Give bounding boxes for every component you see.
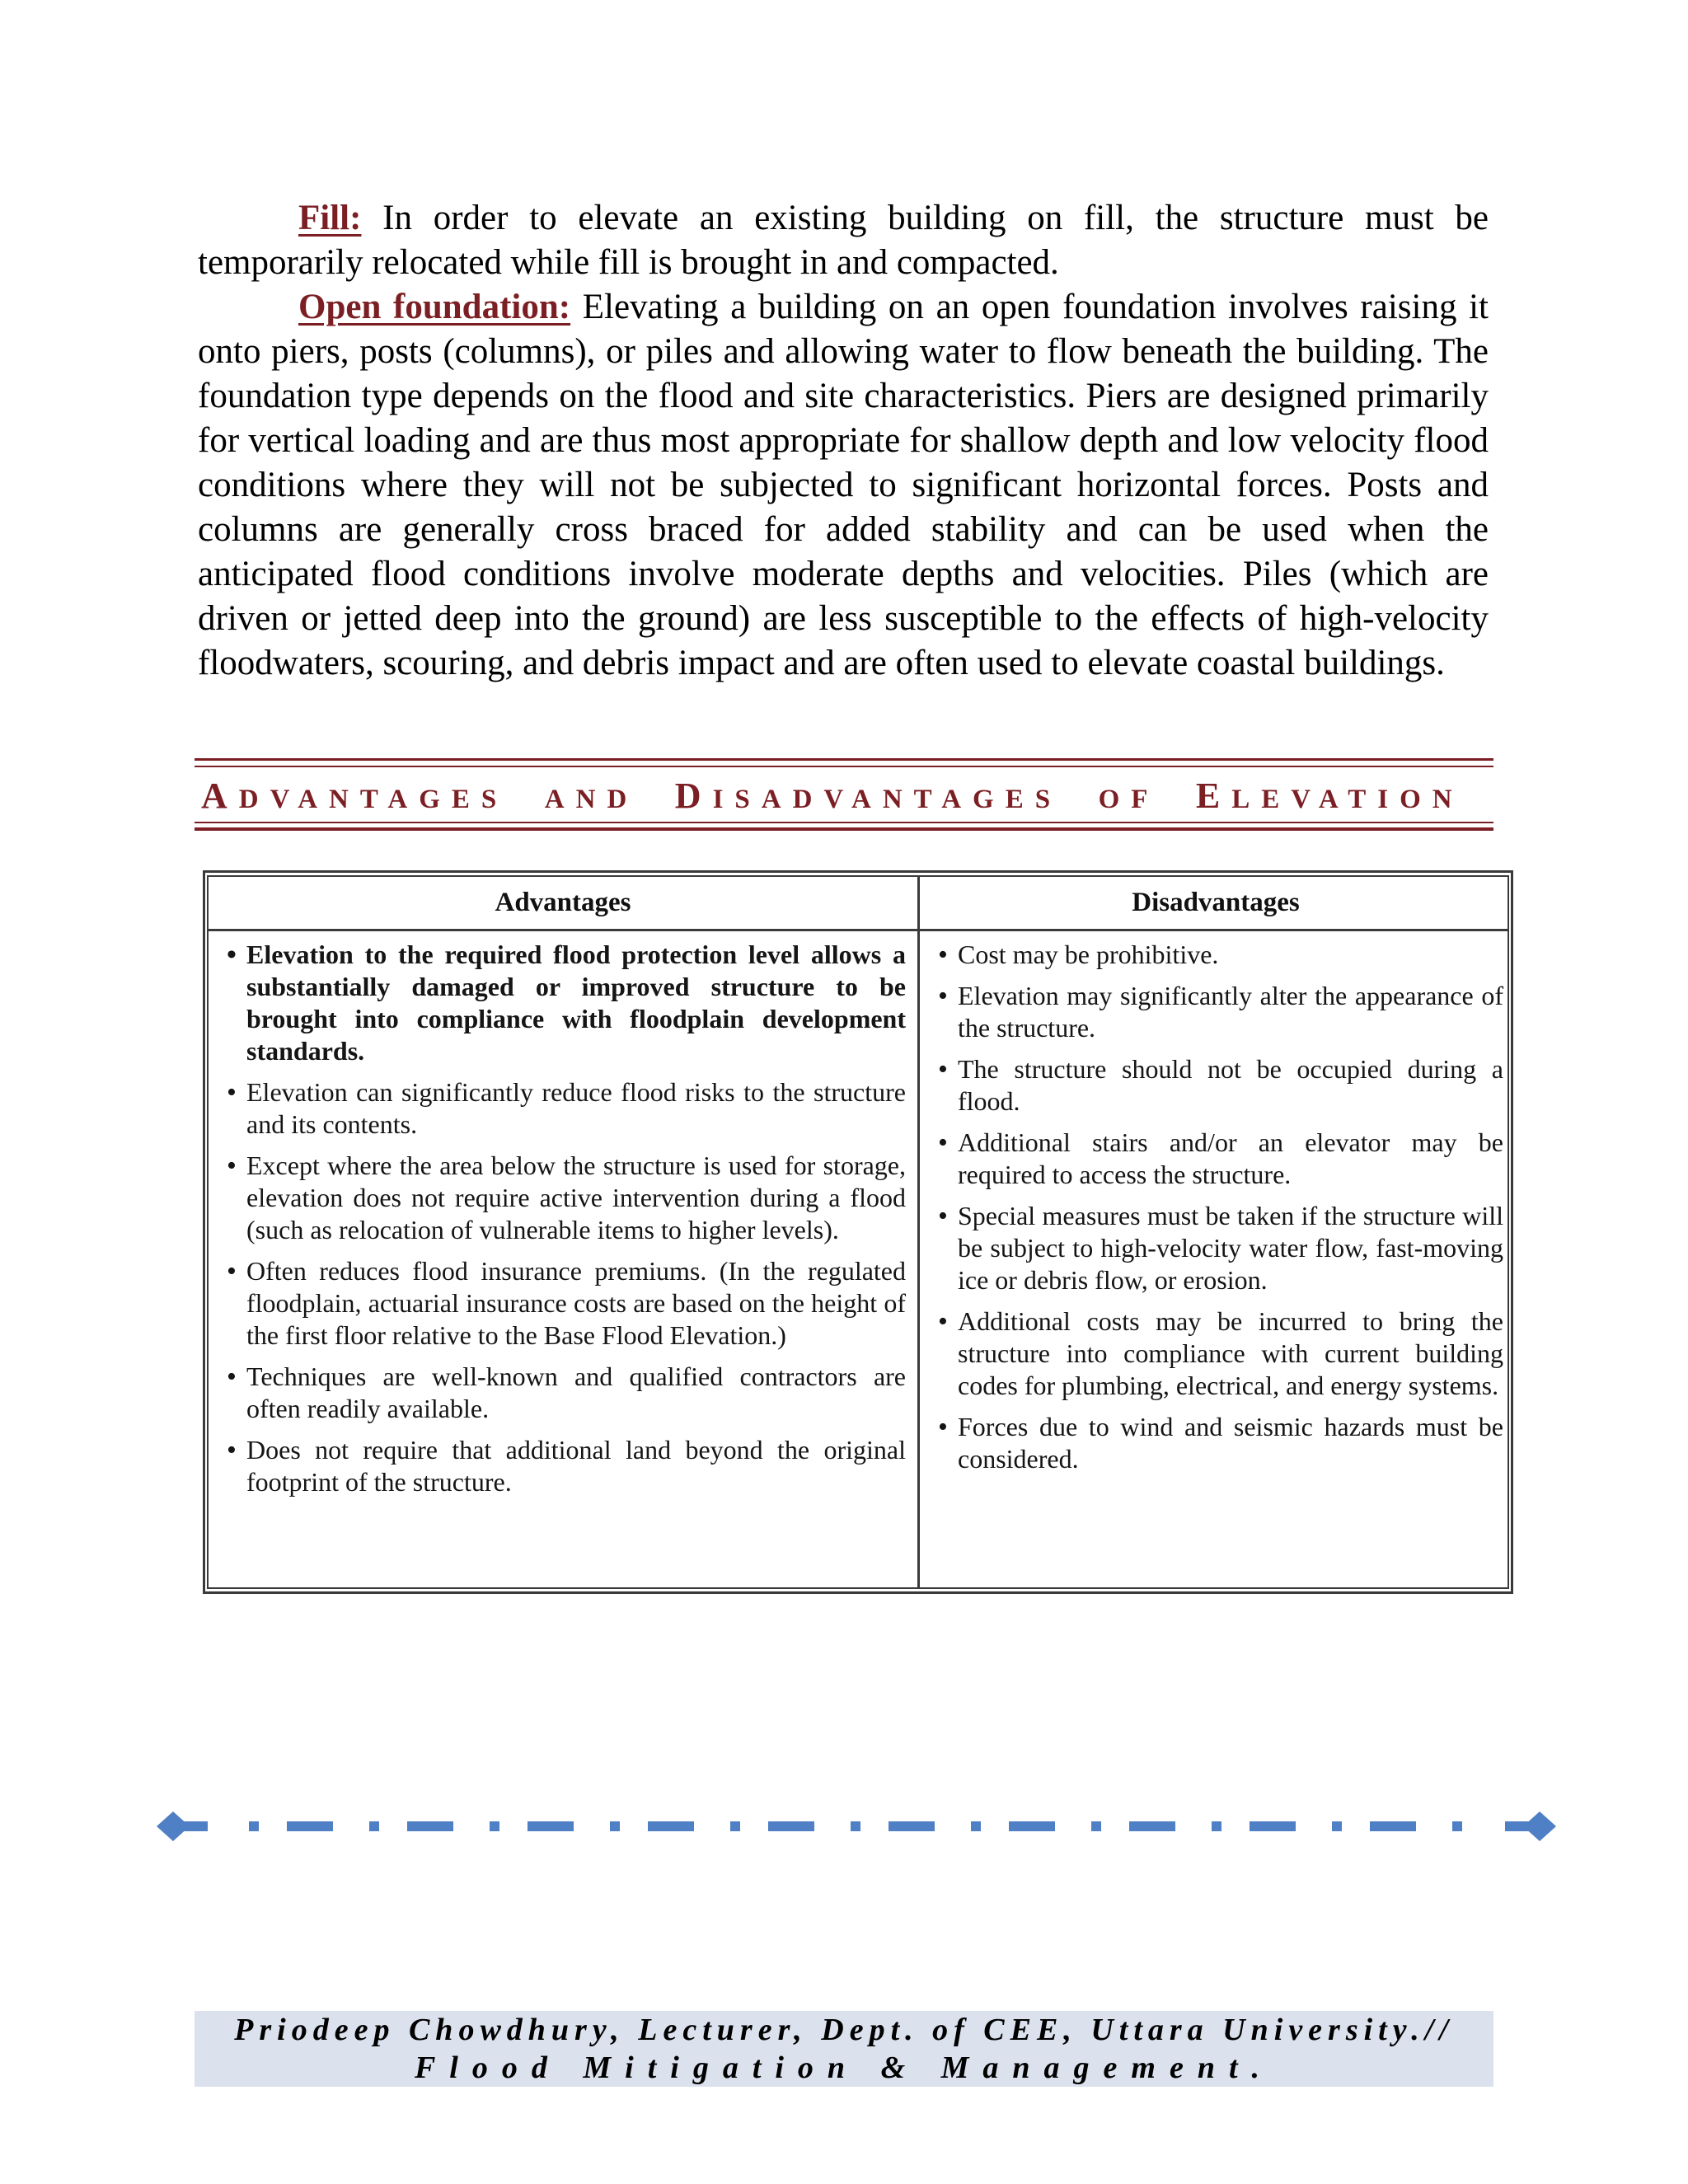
arrow-dot xyxy=(851,1821,860,1831)
arrow-dash xyxy=(528,1821,574,1831)
advantages-disadvantages-table xyxy=(203,870,1513,1594)
disadvantage-item: • Additional stairs and/or an elevator may be required to access the structure. xyxy=(926,1127,1503,1191)
heading-rule-bottom-thick xyxy=(195,827,1493,831)
disadvantage-item: • The structure should not be occupied during a flood. xyxy=(926,1053,1503,1118)
open-foundation-paragraph xyxy=(198,285,1489,686)
arrow-dot xyxy=(1091,1821,1101,1831)
arrow-dot xyxy=(490,1821,499,1831)
section-heading: ADVANTAGES AND DISADVANTAGES OF ELEVATION xyxy=(201,776,1464,816)
footer-author-line: Priodeep Chowdhury, Lecturer, Dept. of CEE, Uttara University.// xyxy=(234,2013,1454,2047)
table-header-divider xyxy=(209,929,1507,931)
arrow-dash xyxy=(287,1821,333,1831)
fill-term: Fill: xyxy=(298,199,362,237)
advantage-item: • Elevation to the required flood protection level allows a substantially damaged or improved structure to be brought into compliance with floodplain development standards. xyxy=(215,939,906,1067)
arrow-dot xyxy=(610,1821,620,1831)
fill-paragraph xyxy=(198,196,1489,285)
disadvantages-column xyxy=(926,939,1503,1484)
arrow-dot xyxy=(369,1821,379,1831)
arrow-dash xyxy=(407,1821,453,1831)
footer-course-line: Flood Mitigation & Management. xyxy=(414,2050,1274,2085)
fill-text: In order to elevate an existing building on fill, the structure must be temporarily relocated while fill is brought in and compacted. xyxy=(198,199,1489,282)
disadvantage-item: • Additional costs may be incurred to bring the structure into compliance with current building codes for plumbing, electrical, and energy systems. xyxy=(926,1305,1503,1402)
advantages-header: Advantages xyxy=(495,888,631,917)
heading-rule-top-thick xyxy=(195,758,1493,761)
arrow-dash xyxy=(889,1821,935,1831)
arrow-dot xyxy=(971,1821,981,1831)
arrow-dot xyxy=(1212,1821,1221,1831)
heading-rule-bottom-thin xyxy=(195,822,1493,823)
arrow-dot xyxy=(730,1821,740,1831)
advantage-item: • Does not require that additional land beyond the original footprint of the structure. xyxy=(215,1434,906,1498)
table-column-divider xyxy=(917,875,920,1589)
arrow-dash xyxy=(1370,1821,1416,1831)
arrow-dot xyxy=(249,1821,259,1831)
open-foundation-text: Elevating a building on an open foundation involves raising it onto piers, posts (columns), or piles and allowing water to flow beneath the building. The foundation type depends on the flood and site characteristics. Piers are designed primarily for vertical loading and are thus most appropriate for shallow depth and low velocity flood conditions where they will not be subjected to significant horizontal forces. Posts and columns are generally cross braced for added stability and can be used when the anticipated flood conditions involve moderate depths and velocities. Piles (which are driven or jetted deep into the ground) are less susceptible to the effects of high-velocity floodwaters, scouring, and debris impact and are often used to elevate coastal buildings. xyxy=(198,288,1489,682)
arrow-dash xyxy=(768,1821,814,1831)
advantage-item: • Elevation can significantly reduce flood risks to the structure and its contents. xyxy=(215,1076,906,1141)
disadvantage-item: • Special measures must be taken if the structure will be subject to high-velocity water flow, fast-moving ice or debris flow, or erosion. xyxy=(926,1200,1503,1296)
disadvantage-item: • Elevation may significantly alter the appearance of the structure. xyxy=(926,980,1503,1044)
disadvantages-header: Disadvantages xyxy=(1132,888,1300,917)
arrow-dot xyxy=(1452,1821,1462,1831)
advantage-item: • Techniques are well-known and qualified contractors are often readily available. xyxy=(215,1361,906,1425)
dash-pattern xyxy=(249,1821,1462,1831)
advantages-column xyxy=(215,939,906,1507)
disadvantage-item: • Cost may be prohibitive. xyxy=(926,939,1503,971)
arrow-right-diamond-icon xyxy=(1523,1811,1556,1841)
arrow-dash xyxy=(1009,1821,1055,1831)
arrow-dash xyxy=(1250,1821,1296,1831)
arrow-dash xyxy=(181,1821,208,1831)
advantage-item: • Often reduces flood insurance premiums. (In the regulated floodplain, actuarial insurance costs are based on the height of the first floor relative to the Base Flood Elevation.) xyxy=(215,1255,906,1352)
arrow-dot xyxy=(1332,1821,1342,1831)
heading-rule-top-thin xyxy=(195,766,1493,767)
arrow-dash xyxy=(1129,1821,1175,1831)
advantage-item: • Except where the area below the structure is used for storage, elevation does not require active intervention during a flood (such as relocation of vulnerable items to higher levels). xyxy=(215,1150,906,1246)
open-foundation-term: Open foundation: xyxy=(298,288,571,326)
decorative-arrow-divider xyxy=(153,1802,1558,1851)
arrow-dash xyxy=(648,1821,694,1831)
page-footer xyxy=(195,2011,1493,2087)
disadvantage-item: • Forces due to wind and seismic hazards must be considered. xyxy=(926,1411,1503,1475)
